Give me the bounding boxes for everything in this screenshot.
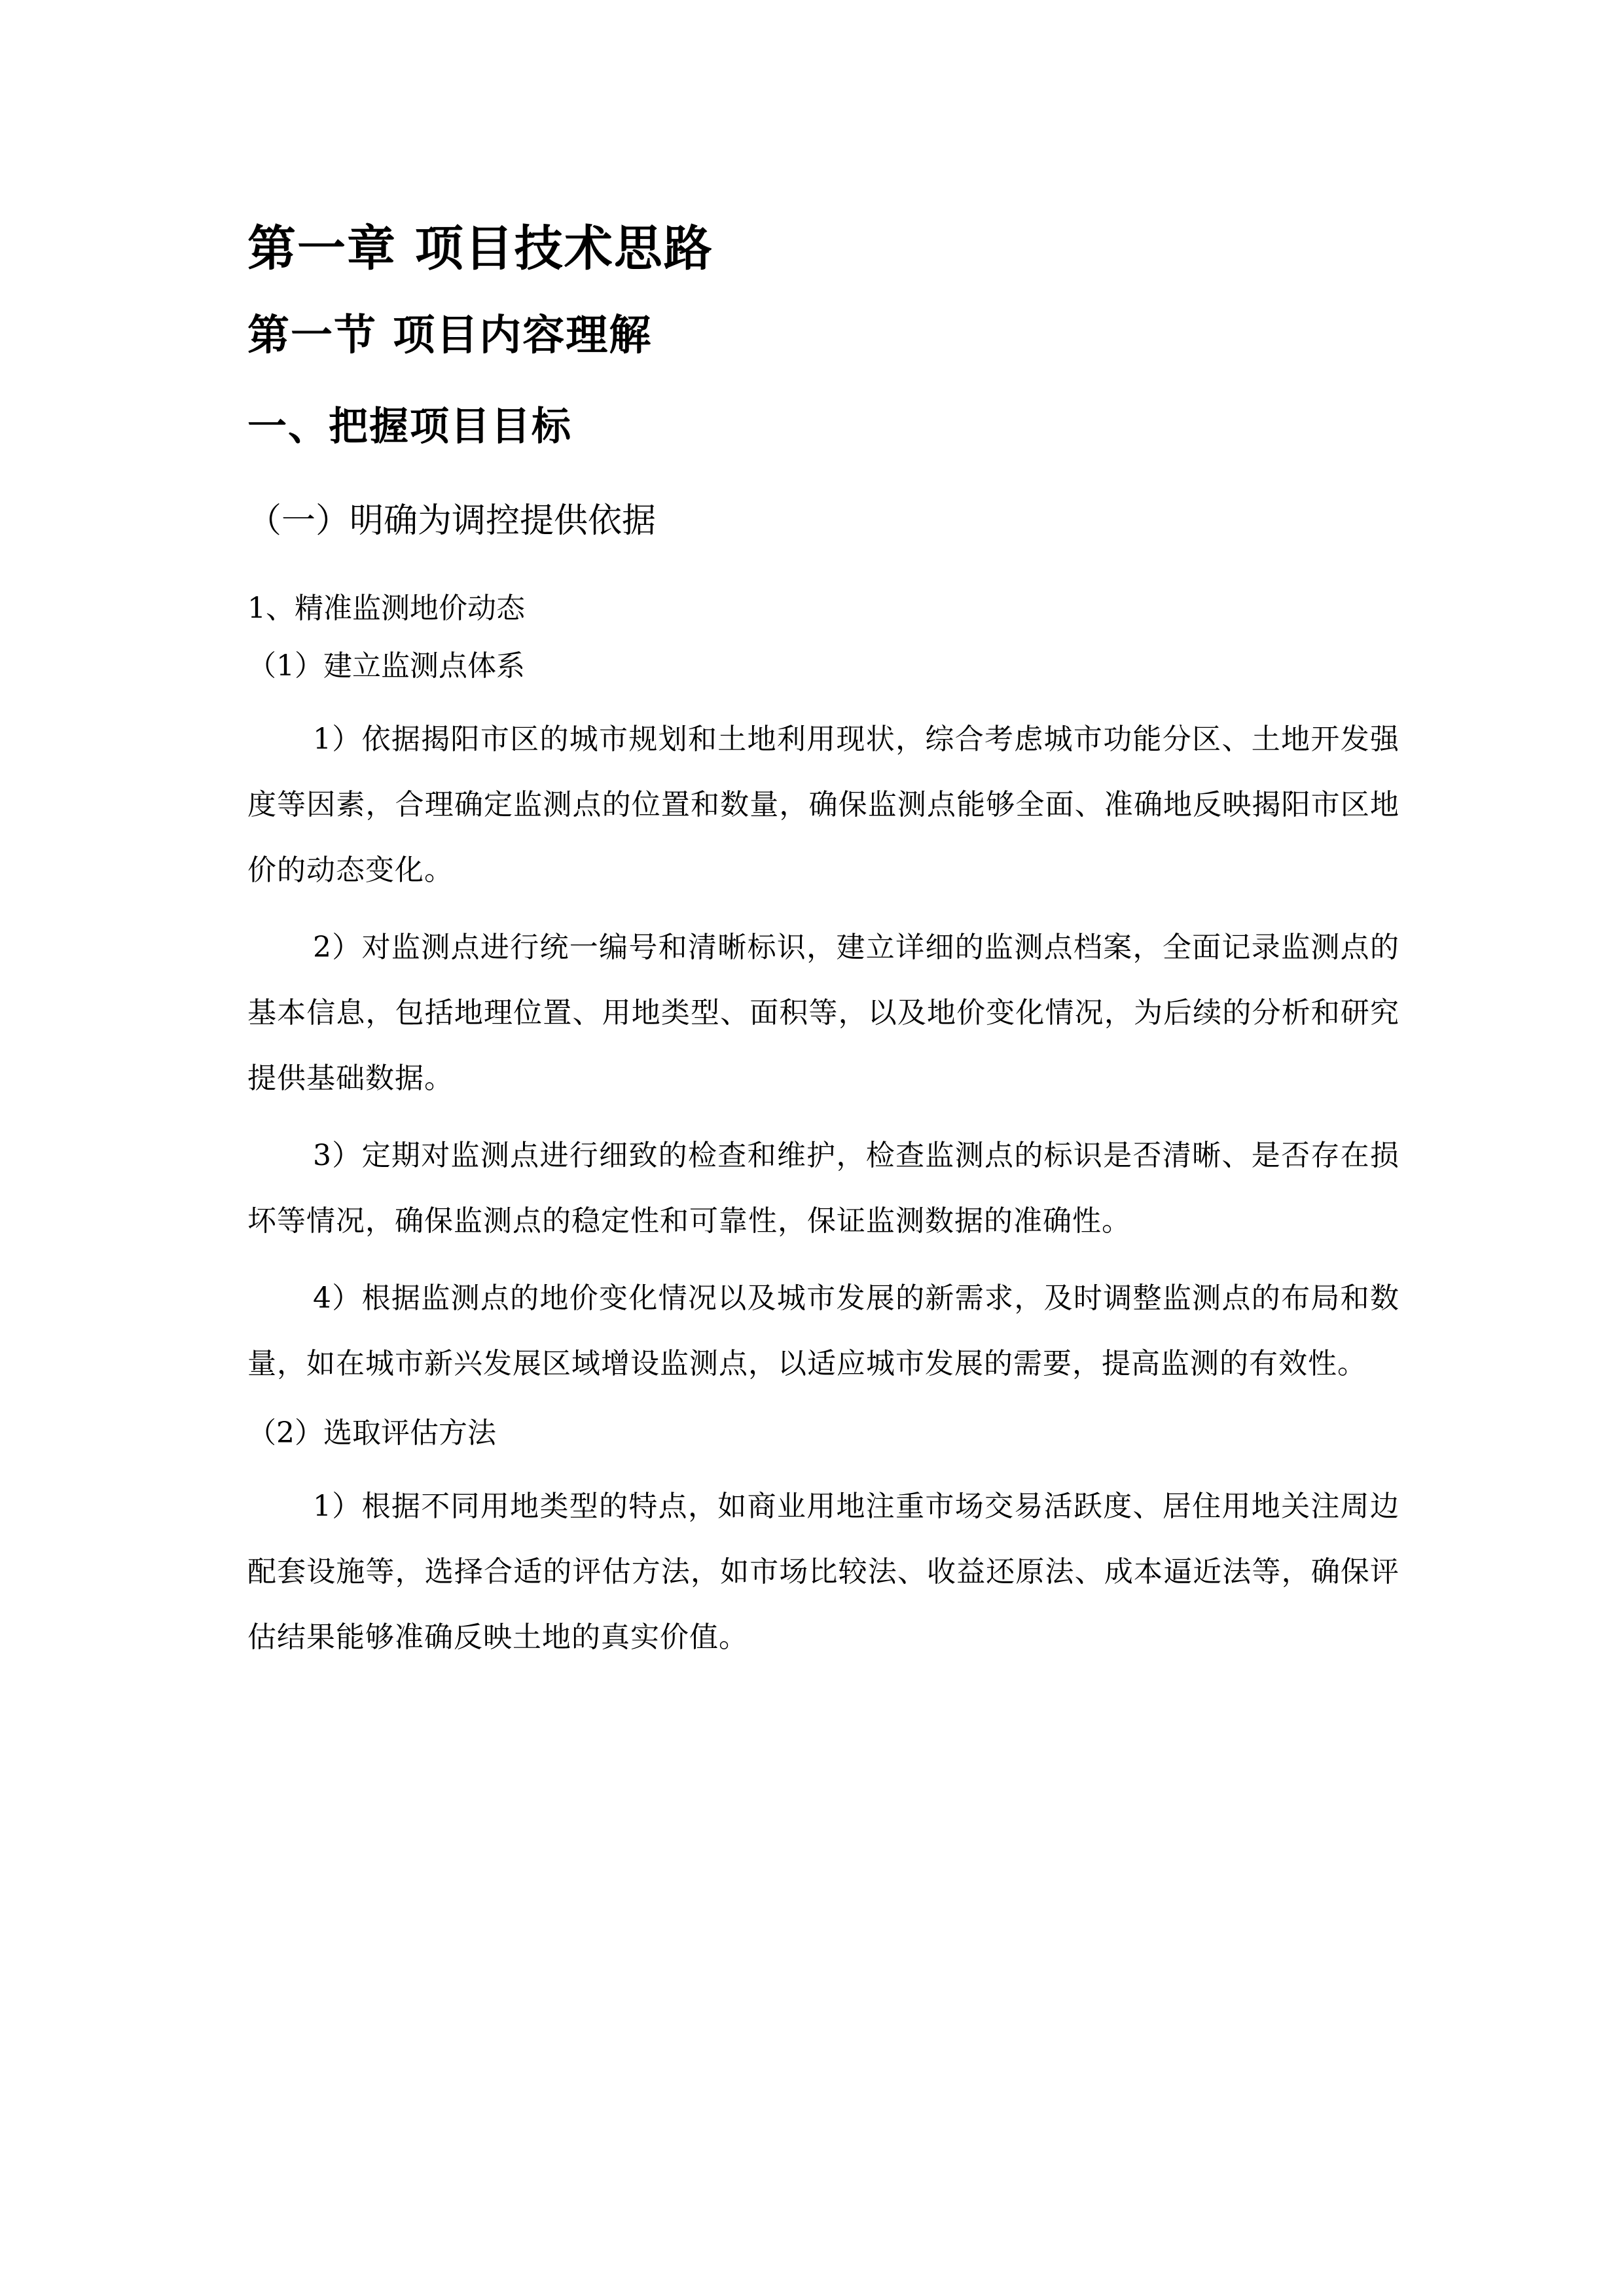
section-title: 第一节 项目内容理解 [247,312,653,360]
paragraph: 1）依据揭阳市区的城市规划和土地利用现状，综合考虑城市功能分区、土地开发强度等因素，合理确定监测点的位置和数量，确保监测点能够全面、准确地反映揭阳市区地价的动态变化。 [247,723,1399,887]
subitem-1-heading: （1）建立监测点体系 [247,649,525,683]
subsection-title: 一、把握项目目标 [247,404,572,450]
paragraph: 4）根据监测点的地价变化情况以及城市发展的新需求，及时调整监测点的布局和数量，如在城市新兴发展区域增设监测点，以适应城市发展的需要，提高监测的有效性。 [247,1282,1399,1380]
document-page [247,209,1399,1670]
paragraph: 3）定期对监测点进行细致的检查和维护，检查监测点的标识是否清晰、是否存在损坏等情况，确保监测点的稳定性和可靠性，保证监测数据的准确性。 [247,1139,1399,1238]
paragraph: 1）根据不同用地类型的特点，如商业用地注重市场交易活跃度、居住用地关注周边配套设施等，选择合适的评估方法，如市场比较法、收益还原法、成本逼近法等，确保评估结果能够准确反映土地的真实价值。 [247,1490,1399,1654]
subitem-2-heading: （2）选取评估方法 [247,1416,496,1450]
paragraph: 2）对监测点进行统一编号和清晰标识，建立详细的监测点档案，全面记录监测点的基本信息，包括地理位置、用地类型、面积等，以及地价变化情况，为后续的分析和研究提供基础数据。 [247,931,1399,1095]
subheading: （一）明确为调控提供依据 [247,501,657,541]
chapter-title: 第一章 项目技术思路 [247,221,713,277]
item-heading: 1、精准监测地价动态 [247,592,525,625]
